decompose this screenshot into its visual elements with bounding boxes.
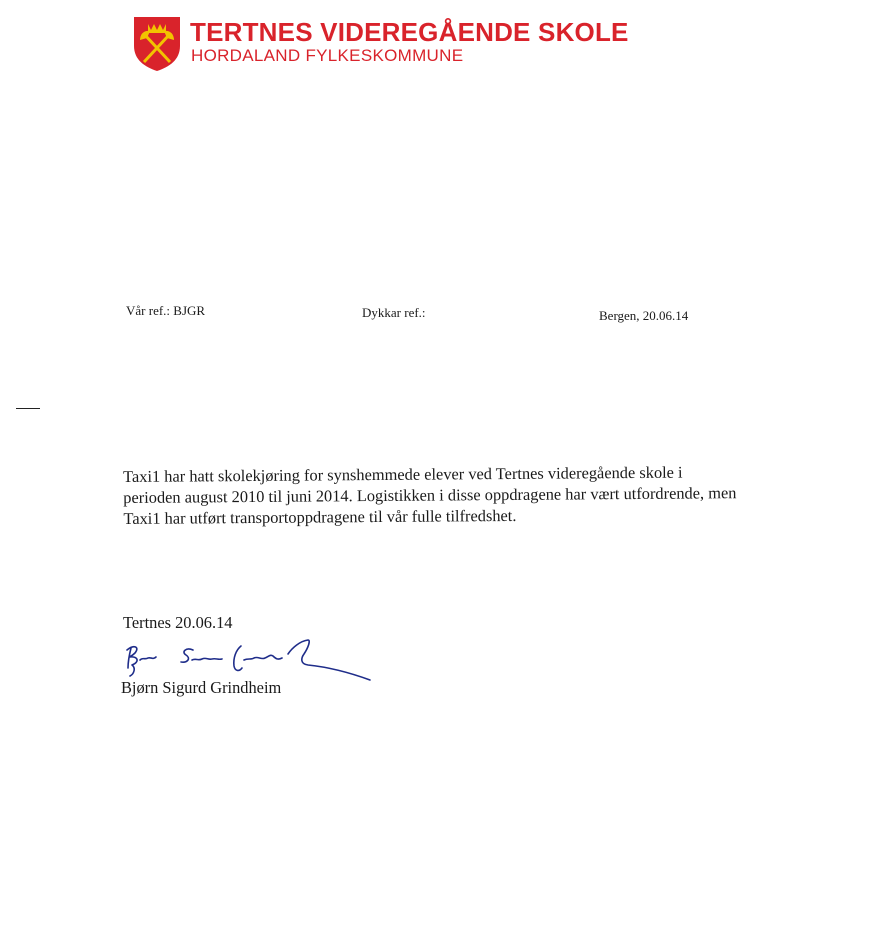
school-name: TERTNES VIDEREGÅENDE SKOLE [190, 17, 629, 47]
our-reference: Vår ref.: BJGR [126, 303, 206, 318]
letter-body [123, 461, 823, 529]
closing-place-date: Tertnes 20.06.14 [123, 613, 233, 632]
your-reference: Dykkar ref.: [362, 305, 426, 320]
signer-name: Bjørn Sigurd Grindheim [121, 678, 282, 697]
school-crest-icon [133, 16, 181, 72]
body-line: Taxi1 har utført transportoppdragene til vår fulle tilfredshet. [123, 505, 517, 528]
body-line: perioden august 2010 til juni 2014. Logistikken i disse oppdragene har vært utfordrende, men [123, 483, 737, 507]
place-date-header: Bergen, 20.06.14 [599, 308, 689, 323]
body-line: Taxi1 har hatt skolekjøring for synshemmede elever ved Tertnes videregående skole i [123, 462, 683, 486]
county-name: HORDALAND FYLKESKOMMUNE [191, 46, 464, 65]
letterhead [133, 14, 629, 72]
fold-mark [16, 408, 40, 409]
